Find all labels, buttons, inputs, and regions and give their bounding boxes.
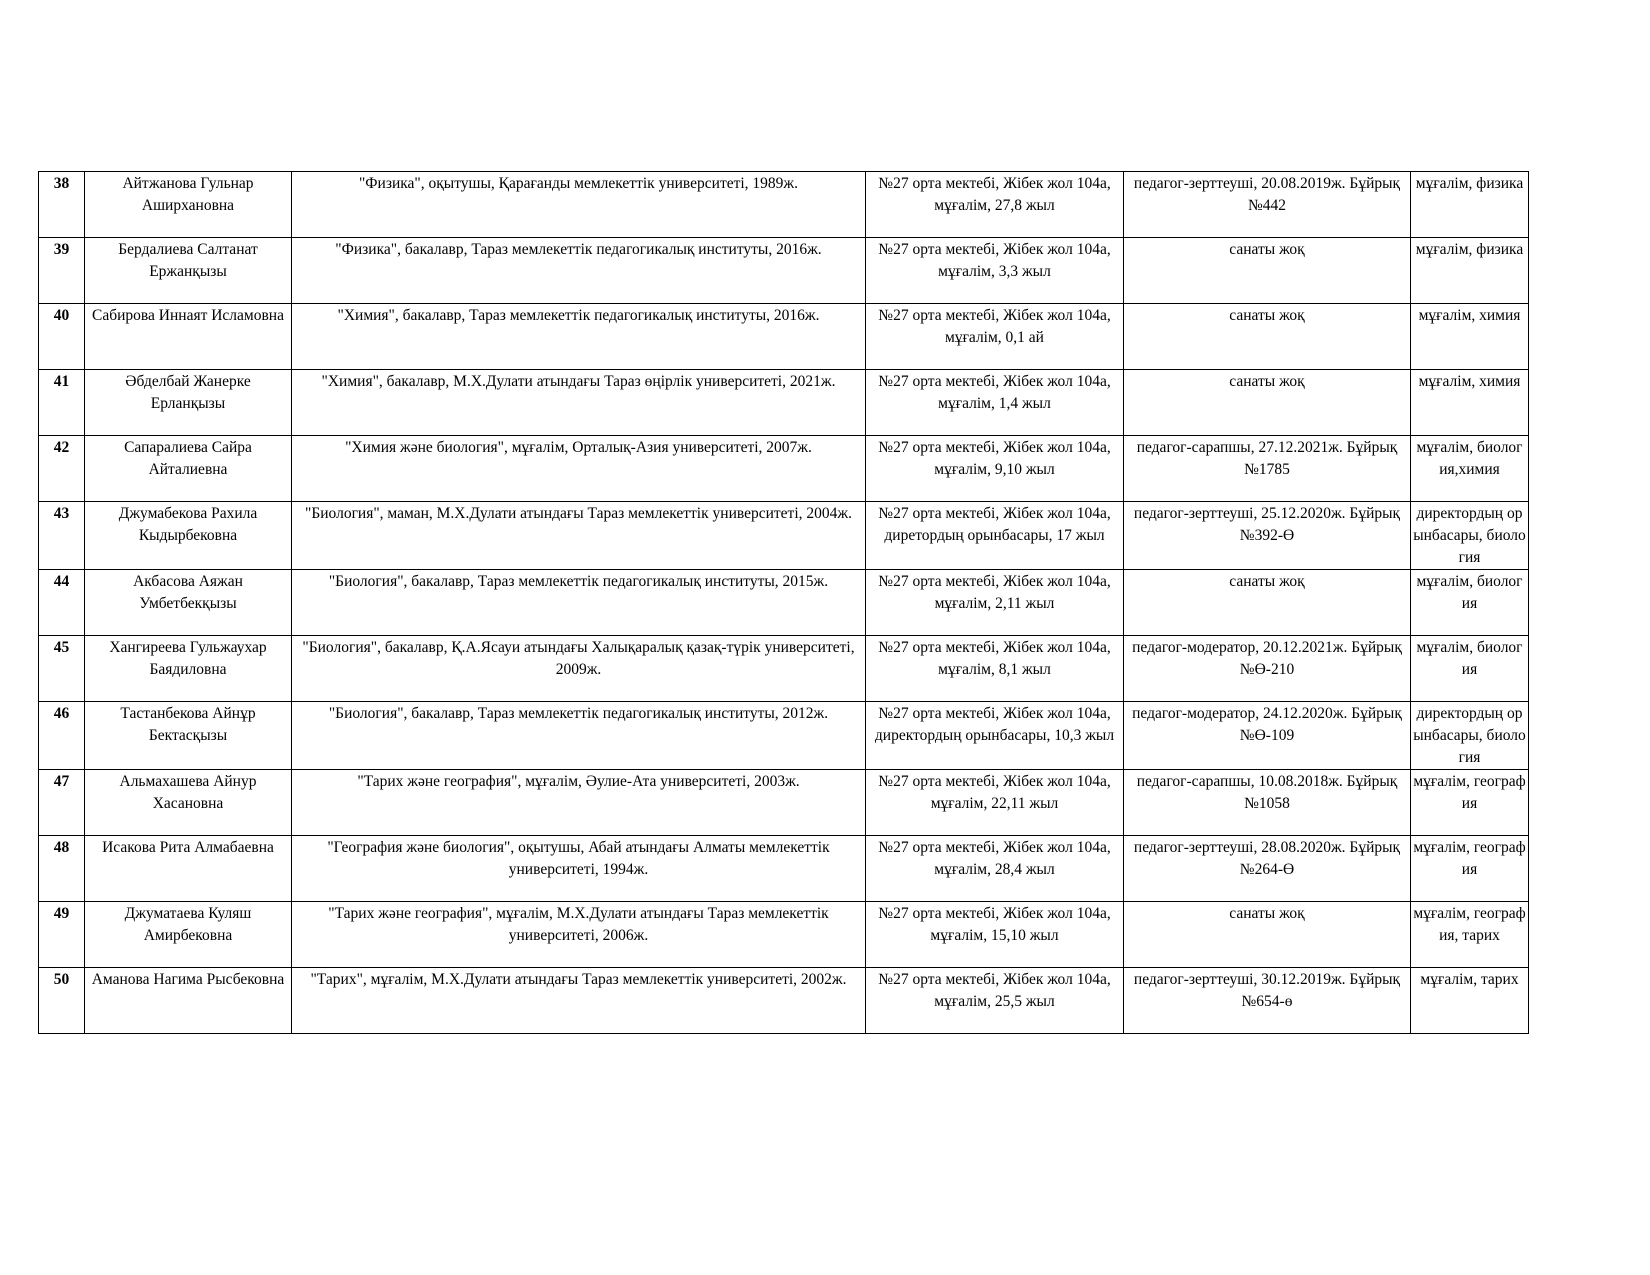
position-cell: мұғалім, химия (1411, 304, 1529, 370)
category-cell: педагог-модератор, 20.12.2021ж. Бұйрық №Ө-210 (1124, 636, 1411, 702)
category-cell: педагог-модератор, 24.12.2020ж. Бұйрық №Ө-109 (1124, 702, 1411, 770)
staff-table (38, 171, 1529, 1034)
education-cell: "Физика", оқытушы, Қарағанды мемлекеттік университеті, 1989ж. (292, 172, 866, 238)
full-name-cell: Исакова Рита Алмабаевна (85, 836, 292, 902)
full-name-cell: Альмахашева Айнур Хасановна (85, 770, 292, 836)
position-cell: мұғалім, география, тарих (1411, 902, 1529, 968)
table-body (39, 172, 1529, 1034)
position-cell: мұғалім, биология (1411, 636, 1529, 702)
full-name-cell: Сабирова Иннаят Исламовна (85, 304, 292, 370)
position-cell: мұғалім, биология,химия (1411, 436, 1529, 502)
row-number-cell: 42 (39, 436, 85, 502)
education-cell: "География және биология", оқытушы, Абай атындағы Алматы мемлекеттік университеті, 1994ж. (292, 836, 866, 902)
education-cell: "Тарих", мұғалім, М.Х.Дулати атындағы Тараз мемлекеттік университеті, 2002ж. (292, 968, 866, 1034)
row-number-cell: 39 (39, 238, 85, 304)
education-cell: "Биология", маман, М.Х.Дулати атындағы Тараз мемлекеттік университеті, 2004ж. (292, 502, 866, 570)
position-cell: директордың орынбасары, биология (1411, 702, 1529, 770)
category-cell: санаты жоқ (1124, 304, 1411, 370)
row-number-cell: 48 (39, 836, 85, 902)
row-number-cell: 49 (39, 902, 85, 968)
education-cell: "Химия", бакалавр, М.Х.Дулати атындағы Тараз өңірлік университеті, 2021ж. (292, 370, 866, 436)
position-cell: мұғалім, тарих (1411, 968, 1529, 1034)
education-cell: "Биология", бакалавр, Қ.А.Ясауи атындағы Халықаралық қазақ-түрік университеті, 2009ж. (292, 636, 866, 702)
workplace-cell: №27 орта мектебі, Жібек жол 104а, мұғалім, 25,5 жыл (866, 968, 1124, 1034)
education-cell: "Биология", бакалавр, Тараз мемлекеттік педагогикалық институты, 2015ж. (292, 570, 866, 636)
table-row (39, 636, 1529, 702)
position-cell: мұғалім, физика (1411, 172, 1529, 238)
table-row (39, 238, 1529, 304)
row-number-cell: 41 (39, 370, 85, 436)
row-number-cell: 45 (39, 636, 85, 702)
row-number-cell: 40 (39, 304, 85, 370)
table-row (39, 172, 1529, 238)
full-name-cell: Джумабекова Рахила Кыдырбековна (85, 502, 292, 570)
category-cell: педагог-зерттеуші, 25.12.2020ж. Бұйрық №392-Ө (1124, 502, 1411, 570)
workplace-cell: №27 орта мектебі, Жібек жол 104а, мұғалім, 27,8 жыл (866, 172, 1124, 238)
category-cell: педагог-сарапшы, 10.08.2018ж. Бұйрық №1058 (1124, 770, 1411, 836)
workplace-cell: №27 орта мектебі, Жібек жол 104а, мұғалім, 28,4 жыл (866, 836, 1124, 902)
row-number-cell: 43 (39, 502, 85, 570)
position-cell: мұғалім, физика (1411, 238, 1529, 304)
workplace-cell: №27 орта мектебі, Жібек жол 104а, мұғалім, 2,11 жыл (866, 570, 1124, 636)
table-row (39, 770, 1529, 836)
position-cell: мұғалім, география (1411, 770, 1529, 836)
table-row (39, 968, 1529, 1034)
workplace-cell: №27 орта мектебі, Жібек жол 104а, мұғалім, 3,3 жыл (866, 238, 1124, 304)
workplace-cell: №27 орта мектебі, Жібек жол 104а, мұғалім, 22,11 жыл (866, 770, 1124, 836)
full-name-cell: Хангиреева Гульжаухар Баядиловна (85, 636, 292, 702)
category-cell: санаты жоқ (1124, 238, 1411, 304)
category-cell: педагог-зерттеуші, 20.08.2019ж. Бұйрық №442 (1124, 172, 1411, 238)
category-cell: санаты жоқ (1124, 370, 1411, 436)
education-cell: "Тарих және география", мұғалім, Әулие-Ата университеті, 2003ж. (292, 770, 866, 836)
education-cell: "Биология", бакалавр, Тараз мемлекеттік педагогикалық институты, 2012ж. (292, 702, 866, 770)
position-cell: директордың орынбасары, биология (1411, 502, 1529, 570)
workplace-cell: №27 орта мектебі, Жібек жол 104а, директордың орынбасары, 10,3 жыл (866, 702, 1124, 770)
table-row (39, 502, 1529, 570)
workplace-cell: №27 орта мектебі, Жібек жол 104а, мұғалім, 15,10 жыл (866, 902, 1124, 968)
table-row (39, 370, 1529, 436)
row-number-cell: 38 (39, 172, 85, 238)
full-name-cell: Аманова Нагима Рысбековна (85, 968, 292, 1034)
table-row (39, 836, 1529, 902)
education-cell: "Химия және биология", мұғалім, Орталық-Азия университеті, 2007ж. (292, 436, 866, 502)
table-row (39, 304, 1529, 370)
full-name-cell: Тастанбекова Айнұр Бектасқызы (85, 702, 292, 770)
position-cell: мұғалім, география (1411, 836, 1529, 902)
position-cell: мұғалім, биология (1411, 570, 1529, 636)
category-cell: санаты жоқ (1124, 902, 1411, 968)
table-row (39, 702, 1529, 770)
full-name-cell: Сапаралиева Сайра Айталиевна (85, 436, 292, 502)
full-name-cell: Әбделбай Жанерке Ерланқызы (85, 370, 292, 436)
row-number-cell: 44 (39, 570, 85, 636)
workplace-cell: №27 орта мектебі, Жібек жол 104а, мұғалім, 1,4 жыл (866, 370, 1124, 436)
education-cell: "Химия", бакалавр, Тараз мемлекеттік педагогикалық институты, 2016ж. (292, 304, 866, 370)
row-number-cell: 46 (39, 702, 85, 770)
workplace-cell: №27 орта мектебі, Жібек жол 104а, мұғалім, 9,10 жыл (866, 436, 1124, 502)
row-number-cell: 50 (39, 968, 85, 1034)
row-number-cell: 47 (39, 770, 85, 836)
table-row (39, 902, 1529, 968)
workplace-cell: №27 орта мектебі, Жібек жол 104а, мұғалім, 8,1 жыл (866, 636, 1124, 702)
category-cell: педагог-зерттеуші, 30.12.2019ж. Бұйрық №654-ө (1124, 968, 1411, 1034)
category-cell: педагог-зерттеуші, 28.08.2020ж. Бұйрық №264-Ө (1124, 836, 1411, 902)
education-cell: "Физика", бакалавр, Тараз мемлекеттік педагогикалық институты, 2016ж. (292, 238, 866, 304)
workplace-cell: №27 орта мектебі, Жібек жол 104а, диретордың орынбасары, 17 жыл (866, 502, 1124, 570)
category-cell: педагог-сарапшы, 27.12.2021ж. Бұйрық №1785 (1124, 436, 1411, 502)
full-name-cell: Акбасова Аяжан Умбетбекқызы (85, 570, 292, 636)
full-name-cell: Бердалиева Салтанат Ержанқызы (85, 238, 292, 304)
category-cell: санаты жоқ (1124, 570, 1411, 636)
table-row (39, 570, 1529, 636)
table-row (39, 436, 1529, 502)
full-name-cell: Джуматаева Куляш Амирбековна (85, 902, 292, 968)
position-cell: мұғалім, химия (1411, 370, 1529, 436)
education-cell: "Тарих және география", мұғалім, М.Х.Дулати атындағы Тараз мемлекеттік университеті, 2006ж. (292, 902, 866, 968)
full-name-cell: Айтжанова Гульнар Аширхановна (85, 172, 292, 238)
workplace-cell: №27 орта мектебі, Жібек жол 104а, мұғалім, 0,1 ай (866, 304, 1124, 370)
